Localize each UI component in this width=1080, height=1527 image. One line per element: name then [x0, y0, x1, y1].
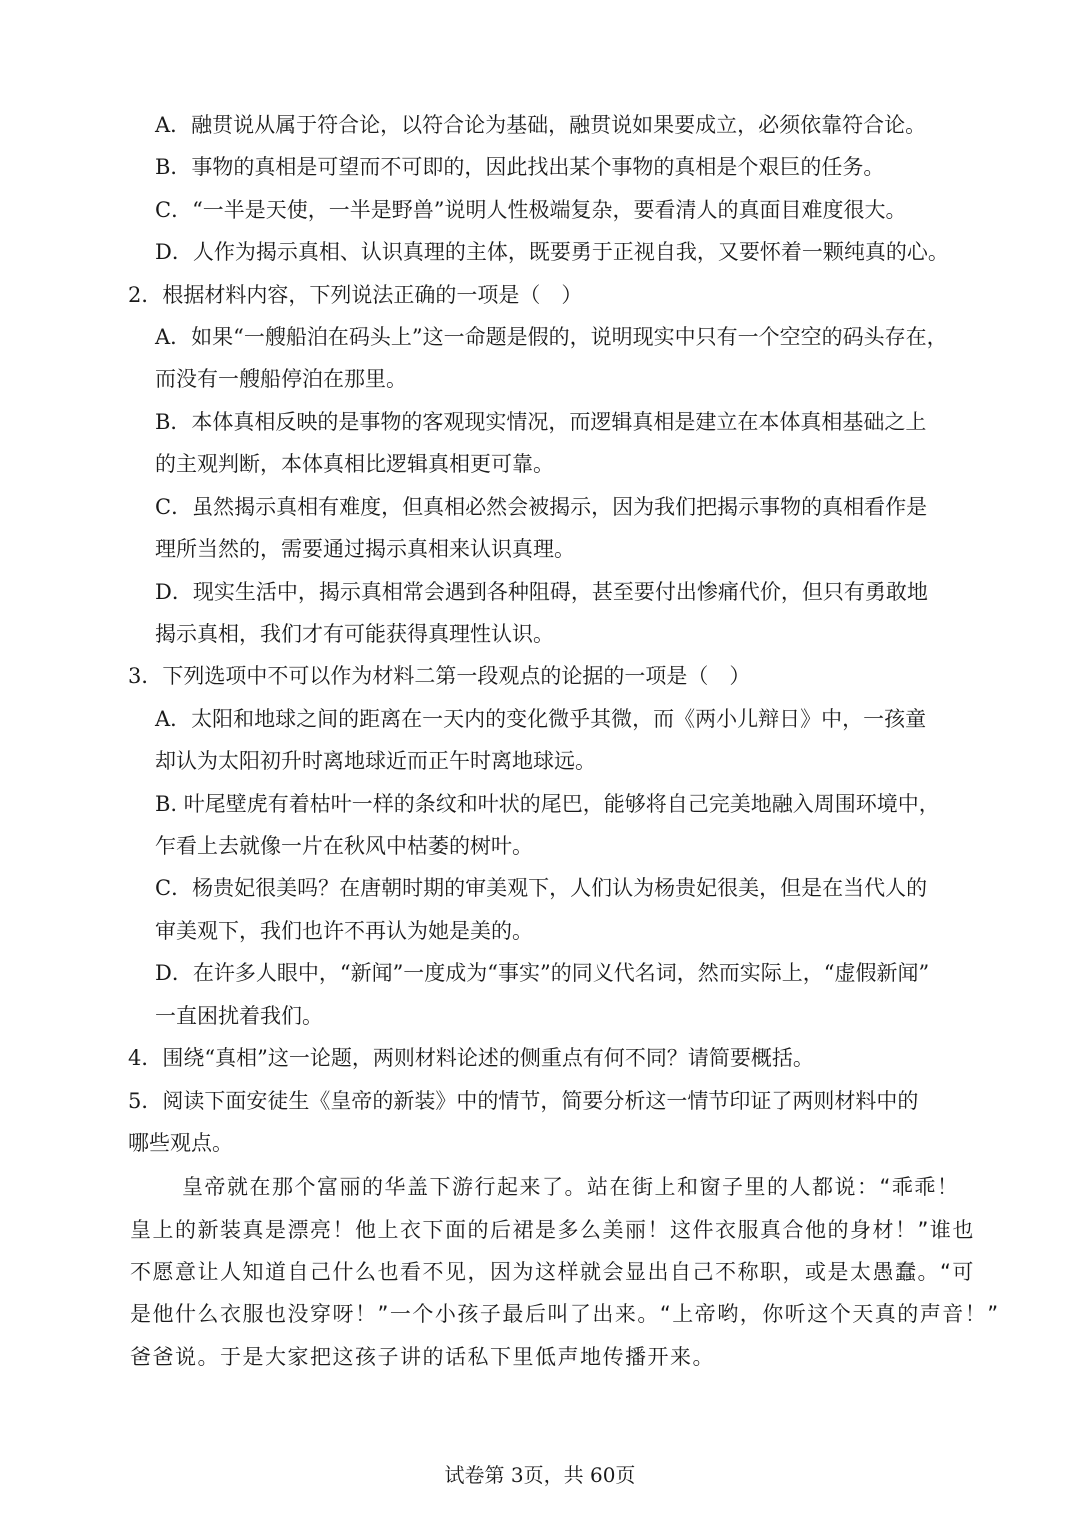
- q2-option-b-line1: B．本体真相反映的是事物的客观现实情况，而逻辑真相是建立在本体真相基础之上: [155, 410, 927, 434]
- q2-option-b-line2: 的主观判断，本体真相比逻辑真相更可靠。: [155, 452, 554, 476]
- q3-option-c-line1: C．杨贵妃很美吗？在唐朝时期的审美观下，人们认为杨贵妃很美，但是在当代人的: [155, 876, 928, 900]
- q1-option-b: B．事物的真相是可望而不可即的，因此找出某个事物的真相是个艰巨的任务。: [155, 155, 885, 179]
- q3-option-c-line2: 审美观下，我们也许不再认为她是美的。: [155, 919, 533, 943]
- q2-option-c-line1: C．虽然揭示真相有难度，但真相必然会被揭示，因为我们把揭示事物的真相看作是: [155, 495, 928, 519]
- passage-line-4: 是他什么衣服也没穿呀！”一个小孩子最后叫了出来。“上帝哟，你听这个天真的声音！”: [130, 1302, 1000, 1326]
- page-footer: 试卷第 3页，共 60页: [444, 1463, 636, 1487]
- q3-option-a-line2: 却认为太阳初升时离地球近而正午时离地球远。: [155, 749, 596, 773]
- q3-option-b-line1: B. 叶尾壁虎有着枯叶一样的条纹和叶状的尾巴，能够将自己完美地融入周围环境中，: [155, 792, 940, 816]
- passage-line-2: 皇上的新装真是漂亮！他上衣下面的后裙是多么美丽！这件衣服真合他的身材！”谁也: [130, 1218, 975, 1242]
- q3-option-b-line2: 乍看上去就像一片在秋风中枯萎的树叶。: [155, 834, 533, 858]
- q5-stem-line1: 5．阅读下面安徒生《皇帝的新装》中的情节，简要分析这一情节印证了两则材料中的: [128, 1089, 919, 1113]
- passage-line-5: 爸爸说。于是大家把这孩子讲的话私下里低声地传播开来。: [130, 1345, 715, 1369]
- q1-option-a: A．融贯说从属于符合论，以符合论为基础，融贯说如果要成立，必须依靠符合论。: [155, 113, 927, 137]
- q2-option-d-line1: D．现实生活中，揭示真相常会遇到各种阻碍，甚至要付出惨痛代价，但只有勇敢地: [155, 580, 928, 604]
- passage-line-1: 皇帝就在那个富丽的华盖下游行起来了。站在街上和窗子里的人都说：“乖乖！: [182, 1175, 960, 1199]
- q3-option-d-line2: 一直困扰着我们。: [155, 1004, 323, 1028]
- q2-option-a-line2: 而没有一艘船停泊在那里。: [155, 367, 407, 391]
- q3-option-a-line1: A．太阳和地球之间的距离在一天内的变化微乎其微，而《两小儿辩日》中，一孩童: [155, 707, 927, 731]
- q4-stem: 4．围绕“真相”这一论题，两则材料论述的侧重点有何不同？请简要概括。: [128, 1046, 814, 1070]
- q1-option-d: D．人作为揭示真相、认识真理的主体，既要勇于正视自我，又要怀着一颗纯真的心。: [155, 240, 949, 264]
- q2-option-d-line2: 揭示真相，我们才有可能获得真理性认识。: [155, 622, 554, 646]
- q5-stem-line2: 哪些观点。: [128, 1131, 233, 1155]
- q2-option-c-line2: 理所当然的，需要通过揭示真相来认识真理。: [155, 537, 575, 561]
- q3-option-d-line1: D．在许多人眼中，“新闻”一度成为“事实”的同义代名词，然而实际上，“虚假新闻”: [155, 961, 930, 985]
- passage-line-3: 不愿意让人知道自己什么也看不见，因为这样就会显出自己不称职，或是太愚蠢。“可: [130, 1260, 975, 1284]
- q1-option-c: C．“一半是天使，一半是野兽”说明人性极端复杂，要看清人的真面目难度很大。: [155, 198, 907, 222]
- q2-option-a-line1: A．如果“一艘船泊在码头上”这一命题是假的，说明现实中只有一个空空的码头存在，: [155, 325, 948, 349]
- q3-stem: 3．下列选项中不可以作为材料二第一段观点的论据的一项是（ ）: [128, 664, 751, 688]
- q2-stem: 2．根据材料内容，下列说法正确的一项是（ ）: [128, 283, 583, 307]
